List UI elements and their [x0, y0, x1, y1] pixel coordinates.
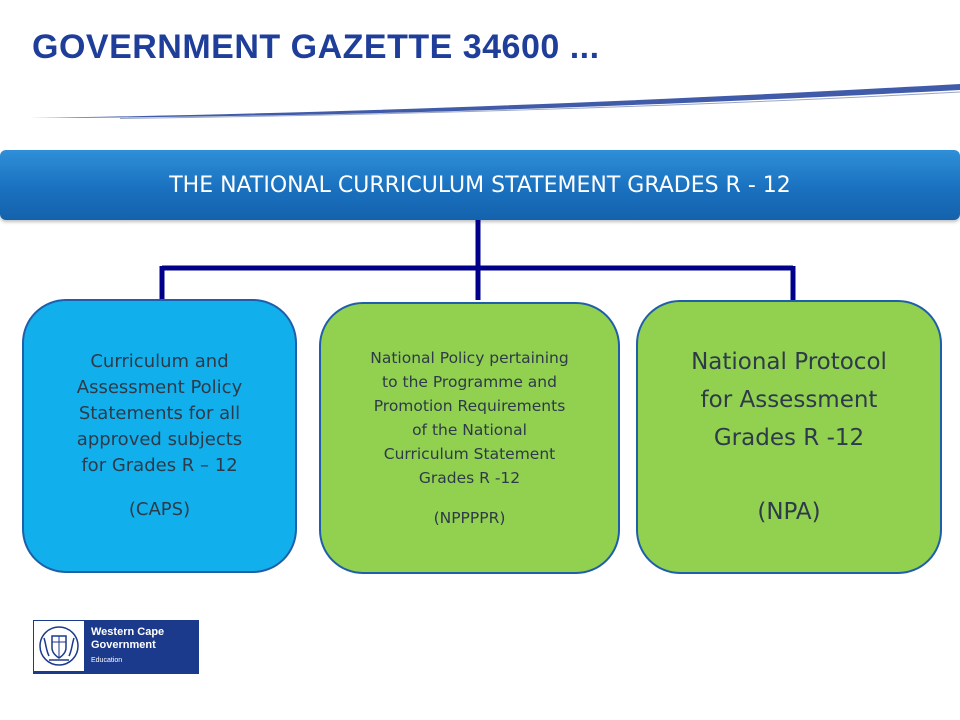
- npa-acronym: (NPA): [757, 499, 821, 526]
- npppr-line-6: Grades R -12: [418, 469, 521, 488]
- caps-line-4: approved subjects: [76, 429, 243, 450]
- npa-line-2: for Assessment: [700, 386, 878, 413]
- npa-line-3: Grades R -12: [713, 424, 865, 451]
- npppr-box: [319, 302, 620, 574]
- banner-label: THE NATIONAL CURRICULUM STATEMENT GRADES R - 12: [169, 172, 791, 198]
- npa-line-1: National Protocol: [691, 348, 887, 375]
- caps-line-3: Statements for all: [78, 403, 241, 424]
- npppr-line-5: Curriculum Statement: [383, 445, 556, 464]
- npa-box: [636, 300, 942, 574]
- caps-line-5: for Grades R – 12: [81, 455, 238, 476]
- western-cape-logo: [33, 620, 199, 674]
- npppr-acronym: (NPPPPR): [433, 508, 506, 527]
- logo-line-3: Education: [91, 657, 123, 664]
- coat-of-arms-icon: [34, 621, 84, 671]
- npppr-line-2: to the Programme and: [382, 373, 557, 392]
- caps-line-1: Curriculum and: [90, 351, 229, 372]
- logo-line-2: Government: [91, 639, 156, 651]
- caps-acronym: (CAPS): [128, 499, 191, 520]
- caps-line-2: Assessment Policy: [76, 377, 243, 398]
- page-title: GOVERNMENT GAZETTE 34600 ...: [32, 28, 600, 66]
- logo-line-1: Western Cape: [91, 626, 165, 638]
- caps-box: [22, 299, 297, 573]
- npppr-line-3: Promotion Requirements: [373, 397, 566, 416]
- npppr-line-4: of the National: [412, 421, 527, 440]
- npppr-line-1: National Policy pertaining: [370, 349, 569, 368]
